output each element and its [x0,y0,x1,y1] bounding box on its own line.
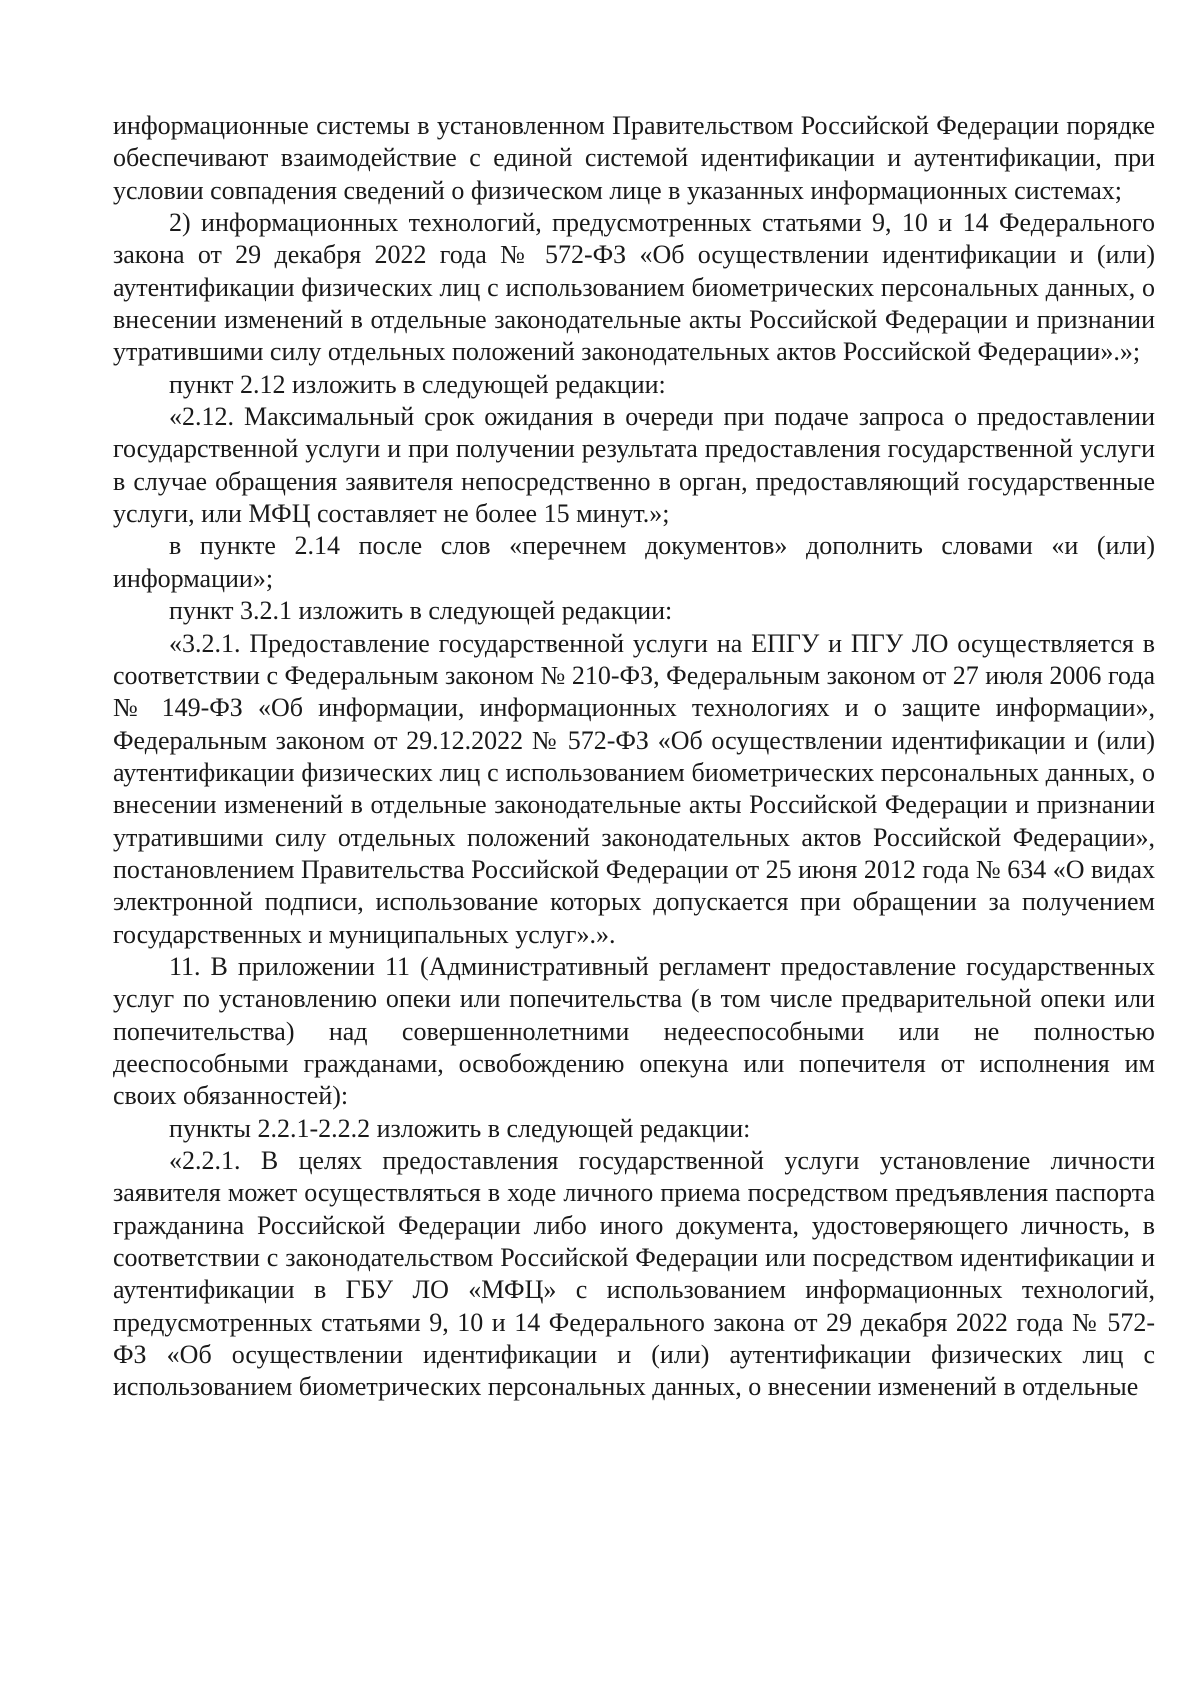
paragraph-clause-3-2-1: «3.2.1. Предоставление государственной услуги на ЕПГУ и ПГУ ЛО осуществляется в соответствии с Федеральным законом № 210-ФЗ, Федеральным законом от 27 июля 2006 года № 149-ФЗ «Об информации, информационных технологиях и о защите информации», Федеральным законом от 29.12.2022 № 572-ФЗ «Об осуществлении идентификации и (или) аутентификации физических лиц с использованием биометрических персональных данных, о внесении изменений в отдельные законодательные акты Российской Федерации и признании утратившими силу отдельных положений законодательных актов Российской Федерации», постановлением Правительства Российской Федерации от 25 июня 2012 года № 634 «О видах электронной подписи, использование которых допускается при обращении за получением государственных и муниципальных услуг».». [113,628,1155,949]
paragraph-instruction-2-12: пункт 2.12 изложить в следующей редакции: [169,369,666,399]
paragraph-item-2: 2) информационных технологий, предусмотренных статьями 9, 10 и 14 Федерального закона от 29 декабря 2022 года № 572-ФЗ «Об осуществлении идентификации и (или) аутентификации физических лиц с использованием биометрических персональных данных, о внесении изменений в отдельные законодательные акты Российской Федерации и признании утратившими силу отдельных положений законодательных актов Российской Федерации».»; [113,208,1155,367]
paragraph-clause-2-12: «2.12. Максимальный срок ожидания в очереди при подаче запроса о предоставлении государственной услуги и при получении результата предоставления государственной услуги в случае обращения заявителя непосредственно в орган, предоставляющий государственные услуги, или МФЦ составляет не более 15 минут.»; [113,402,1155,529]
paragraph-continuation: информационные системы в установленном Правительством Российской Федерации порядке обеспечивают взаимодействие с единой системой идентификации и аутентификации, при условии совпадения сведений о физическом лице в указанных информационных системах; [113,111,1155,205]
document-body [113,110,1155,1404]
paragraph-item-11: 11. В приложении 11 (Административный регламент предоставление государственных услуг по установлению опеки или попечительства (в том числе предварительной опеки или попечительства) над совершеннолетними недееспособными или не полностью дееспособными гражданами, освобождению опекуна или попечителя от исполнения им своих обязанностей): [113,951,1155,1111]
paragraph-instruction-3-2-1: пункт 3.2.1 изложить в следующей редакции: [169,596,673,626]
paragraph-instruction-2-14: в пункте 2.14 после слов «перечнем документов» дополнить словами «и (или) информации»; [113,531,1155,593]
paragraph-clause-2-2-1: «2.2.1. В целях предоставления государственной услуги установление личности заявителя может осуществляться в ходе личного приема посредством предъявления паспорта гражданина Российской Федерации либо иного документа, удостоверяющего личность, в соответствии с законодательством Российской Федерации или посредством идентификации и аутентификации в ГБУ ЛО «МФЦ» с использованием информационных технологий, предусмотренных статьями 9, 10 и 14 Федерального закона от 29 декабря 2022 года № 572-ФЗ «Об осуществлении идентификации и (или) аутентификации физических лиц с использованием биометрических персональных данных, о внесении изменений в отдельные [113,1146,1155,1402]
paragraph-instruction-2-2-1: пункты 2.2.1-2.2.2 изложить в следующей редакции: [169,1113,751,1143]
